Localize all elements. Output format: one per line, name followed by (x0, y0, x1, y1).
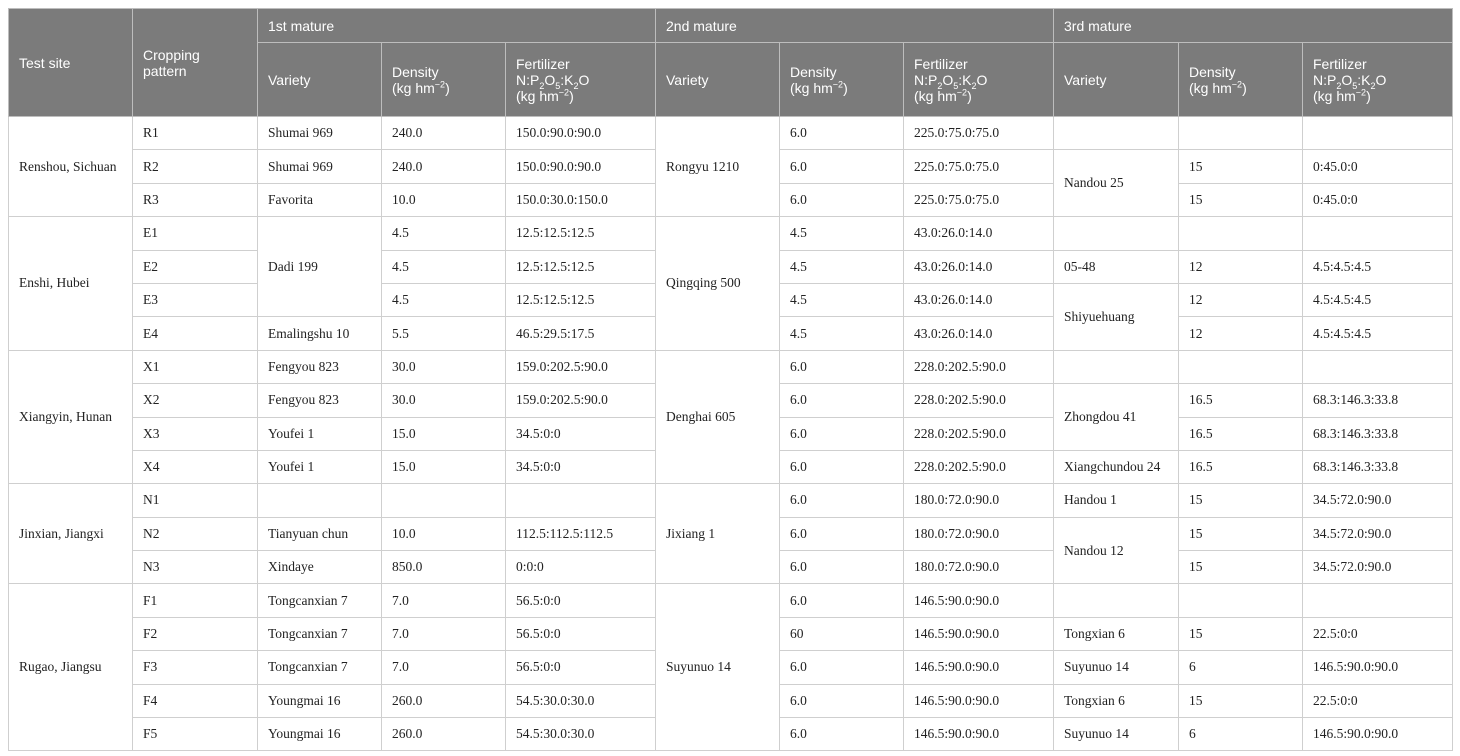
fertilizer-1-cell: 150.0:30.0:150.0 (506, 183, 656, 216)
variety-3-cell: Shiyuehuang (1054, 283, 1179, 350)
density-1-cell: 10.0 (382, 517, 506, 550)
fertilizer-2-cell: 43.0:26.0:14.0 (904, 250, 1054, 283)
variety-1-cell: Dadi 199 (258, 217, 382, 317)
fertilizer-2-cell: 180.0:72.0:90.0 (904, 517, 1054, 550)
variety-3-cell (1054, 117, 1179, 150)
density-3-cell (1179, 350, 1303, 383)
variety-1-cell (258, 484, 382, 517)
variety-3-cell: Suyunuo 14 (1054, 718, 1179, 751)
density-3-cell (1179, 217, 1303, 250)
fertilizer-2-cell: 43.0:26.0:14.0 (904, 317, 1054, 350)
density-1-cell: 260.0 (382, 718, 506, 751)
variety-2-cell: Qingqing 500 (656, 217, 780, 351)
variety-3-cell: Suyunuo 14 (1054, 651, 1179, 684)
density-1-cell: 15.0 (382, 450, 506, 483)
density-3-cell: 6 (1179, 651, 1303, 684)
density-2-cell: 4.5 (780, 317, 904, 350)
fertilizer-1-cell: 54.5:30.0:30.0 (506, 684, 656, 717)
density-3-cell (1179, 117, 1303, 150)
fertilizer-3-cell: 4.5:4.5:4.5 (1303, 250, 1453, 283)
density-3-cell: 15 (1179, 517, 1303, 550)
density-1-cell: 850.0 (382, 551, 506, 584)
fertilizer-3-cell: 4.5:4.5:4.5 (1303, 317, 1453, 350)
fertilizer-1-cell: 56.5:0:0 (506, 617, 656, 650)
density-1-cell: 4.5 (382, 283, 506, 316)
variety-3-cell (1054, 584, 1179, 617)
fertilizer-2-cell: 228.0:202.5:90.0 (904, 384, 1054, 417)
pattern-cell: F5 (133, 718, 258, 751)
density-2-cell: 6.0 (780, 450, 904, 483)
header-density: Density (kg $hm^{-2}$) (780, 43, 904, 117)
fertilizer-1-cell: 159.0:202.5:90.0 (506, 350, 656, 383)
header-group-1: 1st mature (258, 9, 656, 43)
fertilizer-3-cell: 146.5:90.0:90.0 (1303, 718, 1453, 751)
density-3-cell: 16.5 (1179, 384, 1303, 417)
variety-1-cell: Tongcanxian 7 (258, 651, 382, 684)
table-row (9, 217, 1453, 250)
variety-3-cell (1054, 217, 1179, 250)
fertilizer-1-cell: 12.5:12.5:12.5 (506, 217, 656, 250)
fertilizer-1-cell: 150.0:90.0:90.0 (506, 150, 656, 183)
density-1-cell: 240.0 (382, 150, 506, 183)
fertilizer-3-cell: 34.5:72.0:90.0 (1303, 484, 1453, 517)
fertilizer-1-cell: 159.0:202.5:90.0 (506, 384, 656, 417)
density-2-cell: 6.0 (780, 484, 904, 517)
fertilizer-3-cell: 0:45.0:0 (1303, 150, 1453, 183)
fertilizer-3-cell: 4.5:4.5:4.5 (1303, 283, 1453, 316)
fertilizer-2-cell: 146.5:90.0:90.0 (904, 718, 1054, 751)
fertilizer-3-cell: 68.3:146.3:33.8 (1303, 384, 1453, 417)
density-3-cell: 15 (1179, 150, 1303, 183)
variety-1-cell: Youngmai 16 (258, 718, 382, 751)
density-2-cell: 6.0 (780, 684, 904, 717)
pattern-cell: E3 (133, 283, 258, 316)
fertilizer-2-cell: 225.0:75.0:75.0 (904, 117, 1054, 150)
pattern-cell: R1 (133, 117, 258, 150)
density-3-cell: 15 (1179, 617, 1303, 650)
fertilizer-2-cell: 146.5:90.0:90.0 (904, 584, 1054, 617)
pattern-cell: R3 (133, 183, 258, 216)
site-cell: Enshi, Hubei (9, 217, 133, 351)
fertilizer-1-cell: 34.5:0:0 (506, 450, 656, 483)
header-density: Density (kg $hm^{-2}$) (1179, 43, 1303, 117)
variety-3-cell: Tongxian 6 (1054, 617, 1179, 650)
density-2-cell: 60 (780, 617, 904, 650)
fertilizer-3-cell (1303, 584, 1453, 617)
data-table (8, 8, 1453, 751)
pattern-cell: F2 (133, 617, 258, 650)
density-1-cell: 260.0 (382, 684, 506, 717)
density-1-cell: 7.0 (382, 617, 506, 650)
pattern-cell: N1 (133, 484, 258, 517)
density-1-cell: 7.0 (382, 651, 506, 684)
fertilizer-3-cell: 68.3:146.3:33.8 (1303, 417, 1453, 450)
variety-1-cell: Shumai 969 (258, 117, 382, 150)
table-container (8, 8, 1452, 751)
header-group-3: 3rd mature (1054, 9, 1453, 43)
density-1-cell: 4.5 (382, 250, 506, 283)
density-1-cell: 7.0 (382, 584, 506, 617)
pattern-cell: N2 (133, 517, 258, 550)
variety-1-cell: Fengyou 823 (258, 350, 382, 383)
variety-1-cell: Tongcanxian 7 (258, 584, 382, 617)
variety-1-cell: Youngmai 16 (258, 684, 382, 717)
variety-1-cell: Tongcanxian 7 (258, 617, 382, 650)
fertilizer-2-cell: 146.5:90.0:90.0 (904, 617, 1054, 650)
site-cell: Jinxian, Jiangxi (9, 484, 133, 584)
fertilizer-2-cell: 228.0:202.5:90.0 (904, 417, 1054, 450)
pattern-cell: X1 (133, 350, 258, 383)
variety-3-cell: Xiangchundou 24 (1054, 450, 1179, 483)
variety-3-cell: Handou 1 (1054, 484, 1179, 517)
fertilizer-1-cell: 112.5:112.5:112.5 (506, 517, 656, 550)
density-3-cell: 6 (1179, 718, 1303, 751)
table-row (9, 584, 1453, 617)
density-1-cell: 240.0 (382, 117, 506, 150)
fertilizer-1-cell: 56.5:0:0 (506, 584, 656, 617)
variety-3-cell (1054, 350, 1179, 383)
variety-3-cell: Tongxian 6 (1054, 684, 1179, 717)
table-row (9, 350, 1453, 383)
density-3-cell: 16.5 (1179, 450, 1303, 483)
density-2-cell: 6.0 (780, 517, 904, 550)
fertilizer-1-cell: 0:0:0 (506, 551, 656, 584)
density-2-cell: 6.0 (780, 584, 904, 617)
pattern-cell: E2 (133, 250, 258, 283)
density-1-cell: 30.0 (382, 384, 506, 417)
pattern-cell: E1 (133, 217, 258, 250)
density-1-cell: 5.5 (382, 317, 506, 350)
variety-1-cell: Youfei 1 (258, 450, 382, 483)
density-3-cell (1179, 584, 1303, 617)
fertilizer-3-cell: 0:45.0:0 (1303, 183, 1453, 216)
density-2-cell: 6.0 (780, 417, 904, 450)
header-variety: Variety (258, 43, 382, 117)
density-2-cell: 6.0 (780, 651, 904, 684)
variety-1-cell: Xindaye (258, 551, 382, 584)
variety-3-cell: Nandou 12 (1054, 517, 1179, 584)
pattern-cell: F4 (133, 684, 258, 717)
density-1-cell: 15.0 (382, 417, 506, 450)
fertilizer-3-cell: 22.5:0:0 (1303, 684, 1453, 717)
fertilizer-2-cell: 228.0:202.5:90.0 (904, 350, 1054, 383)
pattern-cell: X2 (133, 384, 258, 417)
fertilizer-1-cell: 12.5:12.5:12.5 (506, 250, 656, 283)
density-2-cell: 6.0 (780, 150, 904, 183)
fertilizer-3-cell: 68.3:146.3:33.8 (1303, 450, 1453, 483)
variety-1-cell: Fengyou 823 (258, 384, 382, 417)
fertilizer-1-cell (506, 484, 656, 517)
density-2-cell: 4.5 (780, 250, 904, 283)
fertilizer-3-cell: 146.5:90.0:90.0 (1303, 651, 1453, 684)
variety-1-cell: Youfei 1 (258, 417, 382, 450)
header-fertilizer: Fertilizer $N:P_2O_5:K_2O$ (kg $hm^{-2}$) (506, 43, 656, 117)
fertilizer-1-cell: 56.5:0:0 (506, 651, 656, 684)
density-2-cell: 4.5 (780, 217, 904, 250)
pattern-cell: N3 (133, 551, 258, 584)
density-1-cell: 10.0 (382, 183, 506, 216)
variety-1-cell: Favorita (258, 183, 382, 216)
density-3-cell: 15 (1179, 484, 1303, 517)
pattern-cell: F1 (133, 584, 258, 617)
density-2-cell: 6.0 (780, 384, 904, 417)
pattern-cell: E4 (133, 317, 258, 350)
variety-3-cell: Zhongdou 41 (1054, 384, 1179, 451)
density-2-cell: 4.5 (780, 283, 904, 316)
header-density: Density (kg $hm^{-2}$) (382, 43, 506, 117)
site-cell: Xiangyin, Hunan (9, 350, 133, 484)
header-fertilizer: Fertilizer $N:P_2O_5:K_2O$ (kg $hm^{-2}$) (1303, 43, 1453, 117)
density-3-cell: 15 (1179, 183, 1303, 216)
fertilizer-3-cell: 34.5:72.0:90.0 (1303, 551, 1453, 584)
site-cell: Rugao, Jiangsu (9, 584, 133, 751)
fertilizer-1-cell: 34.5:0:0 (506, 417, 656, 450)
variety-1-cell: Shumai 969 (258, 150, 382, 183)
header-cropping-pattern: Cropping pattern (133, 9, 258, 117)
fertilizer-2-cell: 180.0:72.0:90.0 (904, 551, 1054, 584)
fertilizer-3-cell (1303, 217, 1453, 250)
site-cell: Renshou, Sichuan (9, 117, 133, 217)
fertilizer-1-cell: 54.5:30.0:30.0 (506, 718, 656, 751)
density-1-cell (382, 484, 506, 517)
header-test-site: Test site (9, 9, 133, 117)
density-3-cell: 12 (1179, 283, 1303, 316)
fertilizer-3-cell (1303, 350, 1453, 383)
fertilizer-1-cell: 150.0:90.0:90.0 (506, 117, 656, 150)
density-3-cell: 15 (1179, 551, 1303, 584)
header-group-2: 2nd mature (656, 9, 1054, 43)
fertilizer-2-cell: 225.0:75.0:75.0 (904, 150, 1054, 183)
fertilizer-3-cell: 34.5:72.0:90.0 (1303, 517, 1453, 550)
variety-2-cell: Denghai 605 (656, 350, 780, 484)
fertilizer-2-cell: 228.0:202.5:90.0 (904, 450, 1054, 483)
header-variety: Variety (1054, 43, 1179, 117)
variety-2-cell: Jixiang 1 (656, 484, 780, 584)
density-1-cell: 4.5 (382, 217, 506, 250)
fertilizer-1-cell: 46.5:29.5:17.5 (506, 317, 656, 350)
fertilizer-1-cell: 12.5:12.5:12.5 (506, 283, 656, 316)
density-3-cell: 16.5 (1179, 417, 1303, 450)
fertilizer-2-cell: 43.0:26.0:14.0 (904, 283, 1054, 316)
density-3-cell: 12 (1179, 250, 1303, 283)
header-variety: Variety (656, 43, 780, 117)
density-2-cell: 6.0 (780, 117, 904, 150)
density-2-cell: 6.0 (780, 350, 904, 383)
density-2-cell: 6.0 (780, 183, 904, 216)
density-2-cell: 6.0 (780, 551, 904, 584)
table-row (9, 117, 1453, 150)
fertilizer-2-cell: 43.0:26.0:14.0 (904, 217, 1054, 250)
table-row (9, 484, 1453, 517)
fertilizer-2-cell: 146.5:90.0:90.0 (904, 684, 1054, 717)
variety-3-cell: Nandou 25 (1054, 150, 1179, 217)
density-1-cell: 30.0 (382, 350, 506, 383)
variety-1-cell: Emalingshu 10 (258, 317, 382, 350)
fertilizer-2-cell: 225.0:75.0:75.0 (904, 183, 1054, 216)
density-2-cell: 6.0 (780, 718, 904, 751)
pattern-cell: X3 (133, 417, 258, 450)
pattern-cell: F3 (133, 651, 258, 684)
variety-2-cell: Suyunuo 14 (656, 584, 780, 751)
fertilizer-2-cell: 146.5:90.0:90.0 (904, 651, 1054, 684)
header-fertilizer: Fertilizer $N:P_2O_5:K_2O$ (kg $hm^{-2}$) (904, 43, 1054, 117)
pattern-cell: R2 (133, 150, 258, 183)
density-3-cell: 12 (1179, 317, 1303, 350)
variety-1-cell: Tianyuan chun (258, 517, 382, 550)
fertilizer-3-cell: 22.5:0:0 (1303, 617, 1453, 650)
variety-3-cell: 05-48 (1054, 250, 1179, 283)
fertilizer-3-cell (1303, 117, 1453, 150)
pattern-cell: X4 (133, 450, 258, 483)
density-3-cell: 15 (1179, 684, 1303, 717)
variety-2-cell: Rongyu 1210 (656, 117, 780, 217)
fertilizer-2-cell: 180.0:72.0:90.0 (904, 484, 1054, 517)
